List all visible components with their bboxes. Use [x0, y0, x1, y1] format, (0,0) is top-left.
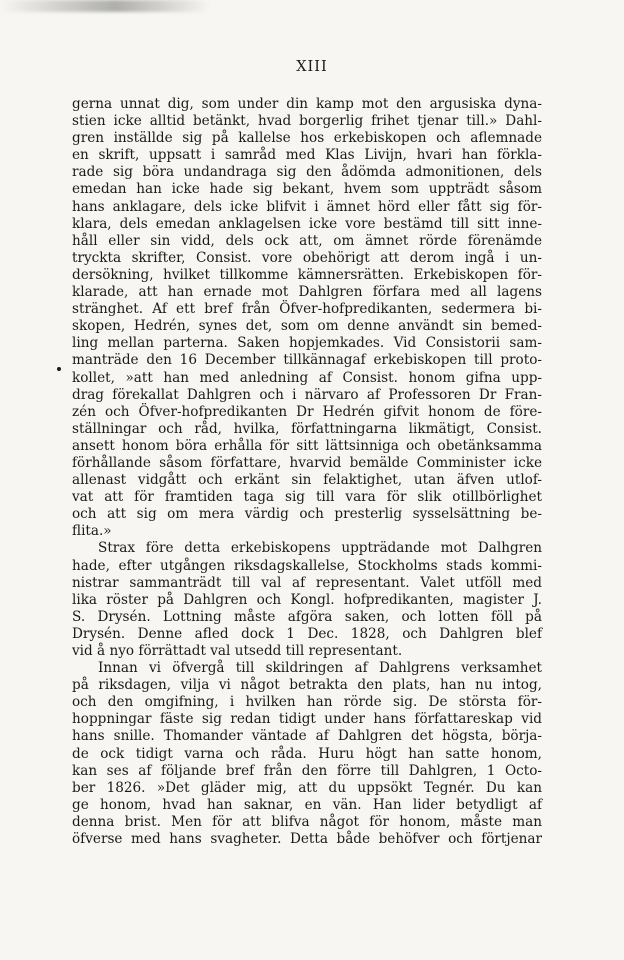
text-line: ber 1826. »Det gläder mig, att du uppsökt Tegnér. Du kan: [72, 779, 542, 796]
page-number-header: XIII: [296, 59, 328, 75]
text-line: Innan vi öfvergå till skildringen af Dahlgrens verksamhet: [98, 660, 542, 677]
text-line: kan ses af följande bref från den förre till Dahlgren, 1 Octo-: [72, 762, 542, 779]
text-line: dersökning, hvilket tillkomme kämnersrätten. Erkebiskopen för-: [72, 266, 542, 283]
text-line: ge honom, hvad han saknar, en vän. Han lider betydligt af: [72, 796, 542, 813]
text-line: nistrar sammanträdt till val af representant. Valet utföll med: [72, 574, 542, 591]
text-line: denna brist. Men för att blifva något för honom, måste man: [72, 813, 542, 830]
text-line: lika röster på Dahlgren och Kongl. hofpredikanten, magister J.: [72, 591, 542, 608]
text-line: och att sig om mera värdig och presterlig sysselsättning be-: [72, 506, 542, 523]
text-line: rade sig böra undandraga sig den ådömda admonitionen, dels: [72, 164, 542, 181]
text-line: Strax före detta erkebiskopens uppträdande mot Dalhgren: [98, 540, 542, 557]
text-line: klarade, att han ernade mot Dahlgren förfara med all lagens: [72, 284, 542, 301]
text-line: gren inställde sig på kallelse hos erkebiskopen och aflemnade: [72, 130, 542, 147]
text-line: ställningar och råd, hvilka, författningarna likmätigt, Consist.: [72, 420, 542, 437]
text-line: allenast vidgått och erkänt sin felaktighet, utan äfven utlof-: [72, 472, 542, 489]
text-line: tryckta skrifter, Consist. vore obehörigt att derom ingå i un-: [72, 249, 542, 266]
text-line: vat att för framtiden taga sig till vara för slik otillbörlighet: [72, 489, 542, 506]
text-line: emedan han icke hade sig bekant, hvem som uppträdt såsom: [72, 181, 542, 198]
text-line: skopen, Hedrén, synes det, som om denne användt sin bemed-: [72, 318, 542, 335]
text-line: flita.»: [72, 523, 112, 540]
text-line: S. Drysén. Lottning måste afgöra saken, och lotten föll på: [72, 608, 542, 625]
body-text: [72, 96, 542, 848]
text-line: på riksdagen, vilja vi något betrakta den plats, han nu intog,: [72, 677, 542, 694]
text-line: manträde den 16 December tillkännagaf erkebiskopen till proto-: [72, 352, 542, 369]
text-line: stränghet. Af ett bref från Öfver-hofpredikanten, sedermera bi-: [72, 301, 542, 318]
text-line: hoppningar fäste sig redan tidigt under hans författareskap vid: [72, 711, 542, 728]
text-line: kollet, »att han med anledning af Consist. honom gifna upp-: [72, 369, 542, 386]
text-line: och den omgifning, i hvilken han rörde sig. De största för-: [72, 694, 542, 711]
text-line: hade, efter utgången riksdagskallelse, Stockholms stads kommi-: [72, 557, 542, 574]
text-line: förhållande såsom författare, hvarvid bemälde Comminister icke: [72, 454, 542, 471]
text-line: drag förekallat Dahlgren och i närvaro af Professoren Dr Fran-: [72, 386, 542, 403]
text-line: stien icke alltid betänkt, hvad borgerlig frihet tjenar till.» Dahl-: [72, 113, 542, 130]
margin-mark: [57, 367, 61, 371]
text-line: gerna unnat dig, som under din kamp mot den argusiska dyna-: [72, 96, 542, 112]
text-line: Drysén. Denne afled dock 1 Dec. 1828, och Dahlgren blef: [72, 625, 542, 642]
text-line: ling mellan parterna. Saken hopjemkades. Vid Consistorii sam-: [72, 335, 542, 352]
scan-artifact: [0, 0, 210, 12]
text-line: klara, dels emedan anklagelsen icke vore bestämd till sitt inne-: [72, 215, 542, 232]
text-line: de ock tidigt varna och råda. Huru högt han satte honom,: [72, 745, 542, 762]
text-line: zén och Öfver-hofpredikanten Dr Hedrén gifvit honom de före-: [72, 403, 542, 420]
text-line: en skrift, uppsatt i samråd med Klas Livijn, hvari han förkla-: [72, 147, 542, 164]
text-line: hans snille. Thomander väntade af Dahlgren det högsta, börja-: [72, 728, 542, 745]
text-line: håll eller sin vidd, dels ock att, om ämnet rörde förenämde: [72, 232, 542, 249]
text-line: hans anklagare, dels icke blifvit i ämnet hörd eller fått sig för-: [72, 198, 542, 215]
text-line: öfverse med hans svagheter. Detta både behöfver och förtjenar: [72, 831, 542, 848]
text-line: vid å nyo förrättadt val utsedd till representant.: [72, 643, 403, 659]
text-line: ansett honom böra erhålla för sitt lättsinniga och obetänksamma: [72, 437, 542, 454]
